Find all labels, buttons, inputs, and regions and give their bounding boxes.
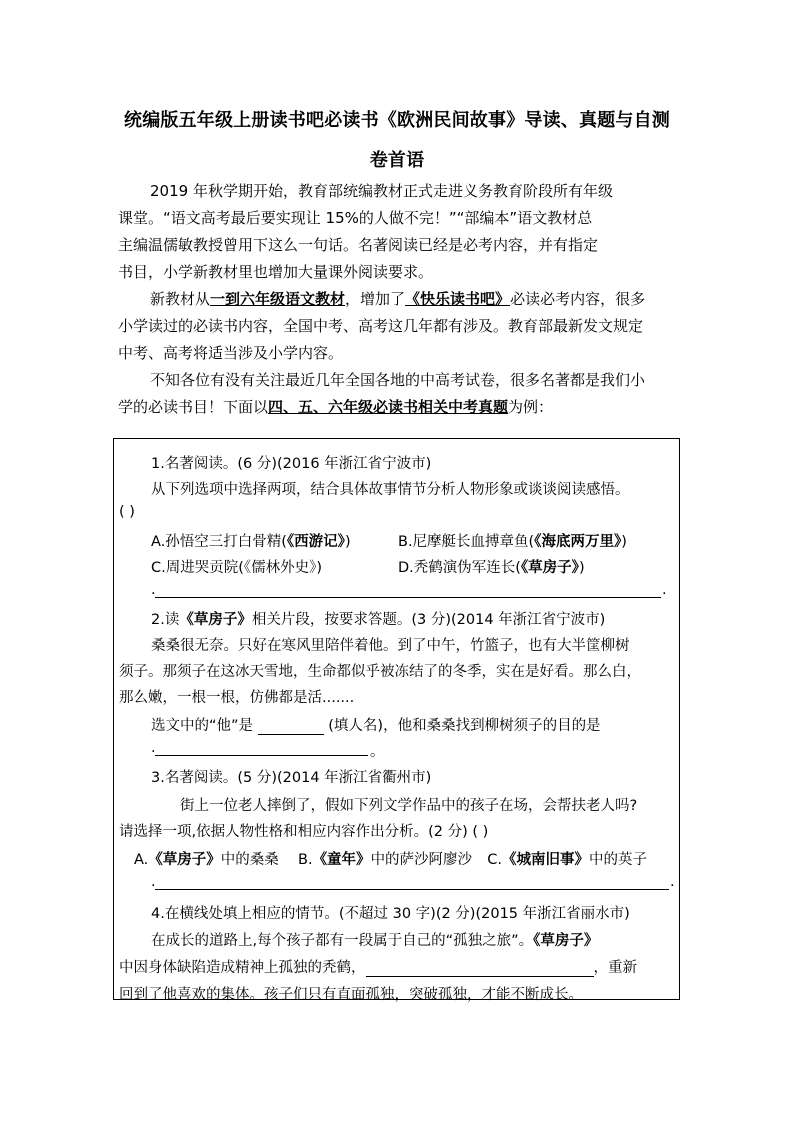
text: ) bbox=[578, 560, 585, 576]
book-title: 《草房子》 bbox=[148, 852, 221, 868]
q2-name-blank[interactable] bbox=[258, 720, 324, 735]
text: 在成长的道路上,每个孩子都有一段属于自己的“孤独之旅”。 bbox=[151, 933, 534, 949]
q1-heading: 1.名著阅读。(6 分)(2016 年浙江省宁波市) bbox=[151, 456, 432, 472]
text: B. bbox=[298, 852, 313, 868]
text: (填人名)，他和桑桑找到柳树须子的目的是 bbox=[328, 718, 601, 734]
q2-answer-line bbox=[155, 755, 368, 756]
intro-section bbox=[118, 178, 678, 428]
q4-line3: 回到了他喜欢的集体。孩子们只有直面孤独，突破孤独，才能不断成长。 bbox=[119, 987, 583, 1003]
text: ) bbox=[621, 534, 627, 550]
emphasis-text: 四、五、六年级必读书相关中考真题 bbox=[268, 398, 509, 416]
q1-answer-paren: ( ) bbox=[119, 504, 135, 520]
text: 必读必考内容，很多 bbox=[510, 290, 646, 308]
book-title: 《西游记》 bbox=[286, 534, 345, 550]
text: 新教材从 bbox=[150, 290, 211, 308]
q2-heading bbox=[151, 608, 605, 629]
q4-heading: 4.在横线处填上相应的情节。(不超过 30 字)(2 分)(2015 年浙江省丽水市) bbox=[151, 906, 630, 922]
q3-answer-dot: . bbox=[151, 874, 156, 890]
text: 相关片段，按要求答题。(3 分)(2014 年浙江省宁波市) bbox=[251, 612, 606, 628]
text: A.孙悟空三打白骨精( bbox=[151, 534, 287, 550]
q1-answer-dot: . bbox=[151, 582, 156, 598]
text: C. bbox=[487, 852, 503, 868]
q2-passage-line3: 那么嫩，一根一根，仿佛都是活....... bbox=[119, 690, 355, 706]
book-title: 《草房子》 bbox=[520, 560, 579, 576]
q3-heading: 3.名著阅读。(5 分)(2014 年浙江省衢州市) bbox=[151, 770, 432, 786]
document-title: 统编版五年级上册读书吧必读书《欧洲民间故事》导读、真题与自测 bbox=[124, 110, 670, 131]
intro-p3-line1: 不知各位有没有关注最近几年全国各地的中高考试卷，很多名著都是我们小 bbox=[150, 371, 646, 389]
text: 中的萨沙阿廖沙 bbox=[370, 852, 473, 868]
q4-line2 bbox=[119, 956, 637, 977]
q4-plot-blank[interactable] bbox=[366, 962, 594, 977]
text: 为例： bbox=[508, 398, 554, 416]
text: ，增加了 bbox=[345, 290, 406, 308]
q1-option-a bbox=[151, 530, 351, 551]
text: 2.读 bbox=[151, 612, 180, 628]
text: 选文中的“他”是 bbox=[151, 718, 254, 734]
intro-p1-line2: 课堂。“语文高考最后要实现让 15%的人做不完！”“部编本”语文教材总 bbox=[118, 209, 593, 227]
book-title: 《草房子》 bbox=[533, 933, 599, 949]
text: ) bbox=[344, 534, 351, 550]
q3-answer-end: . bbox=[670, 874, 675, 890]
text: B.尼摩艇长血搏章鱼( bbox=[398, 534, 535, 550]
q1-option-d bbox=[398, 556, 585, 577]
intro-p2-line1 bbox=[150, 286, 645, 313]
q2-answer-end: 。 bbox=[370, 744, 385, 760]
text: ，重新 bbox=[593, 960, 637, 976]
q4-line1 bbox=[151, 929, 598, 950]
book-title: 《草房子》 bbox=[179, 612, 252, 628]
intro-p3-line2 bbox=[118, 394, 553, 421]
q2-answer-dot: . bbox=[151, 740, 156, 756]
q1-answer-line bbox=[155, 597, 661, 598]
q3-options bbox=[134, 848, 647, 869]
intro-p2-line3: 中考、高考将适当涉及小学内容。 bbox=[118, 344, 344, 362]
book-title: 《海底两万里》 bbox=[534, 534, 622, 550]
intro-p1-line4: 书目，小学新教材里也增加大量课外阅读要求。 bbox=[118, 263, 434, 281]
section-heading: 卷首语 bbox=[369, 150, 425, 171]
intro-p1-line3: 主编温儒敏教授曾用下这么一句话。名著阅读已经是必考内容，并有指定 bbox=[118, 236, 599, 254]
text: 中的桑桑 bbox=[220, 852, 279, 868]
q2-question bbox=[151, 714, 601, 735]
intro-p2-line2: 小学读过的必读书内容，全国中考、高考这几年都有涉及。教育部最新发文规定 bbox=[118, 317, 644, 335]
q1-stem: 从下列选项中选择两项，结合具体故事情节分析人物形象或谈谈阅读感悟。 bbox=[151, 482, 630, 498]
q1-option-b bbox=[398, 530, 627, 551]
q3-stem-line2: 请选择一项,依据人物性格和相应内容作出分析。(2 分) ( ) bbox=[119, 824, 489, 840]
q3-answer-line bbox=[155, 889, 669, 890]
text: 学的必读书目！下面以 bbox=[118, 398, 269, 416]
q1-option-c: C.周进哭贡院(《儒林外史》) bbox=[151, 560, 323, 576]
text: 中的英子 bbox=[589, 852, 648, 868]
book-title: 《城南旧事》 bbox=[502, 852, 590, 868]
intro-p1-line1: 2019 年秋学期开始，教育部统编教材正式走进义务教育阶段所有年级 bbox=[150, 182, 613, 200]
book-title: 《童年》 bbox=[312, 852, 371, 868]
emphasis-text: 《快乐读书吧》 bbox=[405, 290, 511, 308]
emphasis-text: 一到六年级语文教材 bbox=[210, 290, 346, 308]
text: 中因身体缺陷造成精神上孤独的秃鹤， bbox=[119, 960, 366, 976]
text: D.秃鹤演伪军连长( bbox=[398, 560, 521, 576]
q2-passage-line1: 桑桑很无奈。只好在寒风里陪伴着他。到了中午，竹篮子，也有大半筐柳树 bbox=[151, 638, 630, 654]
q2-passage-line2: 须子。那须子在这冰天雪地，生命都似乎被冻结了的冬季，实在是好看。那么白， bbox=[119, 664, 641, 680]
q3-stem-line1: 街上一位老人摔倒了，假如下列文学作品中的孩子在场，会帮扶老人吗? bbox=[180, 798, 638, 814]
text: A. bbox=[134, 852, 149, 868]
q1-answer-end: . bbox=[662, 582, 667, 598]
